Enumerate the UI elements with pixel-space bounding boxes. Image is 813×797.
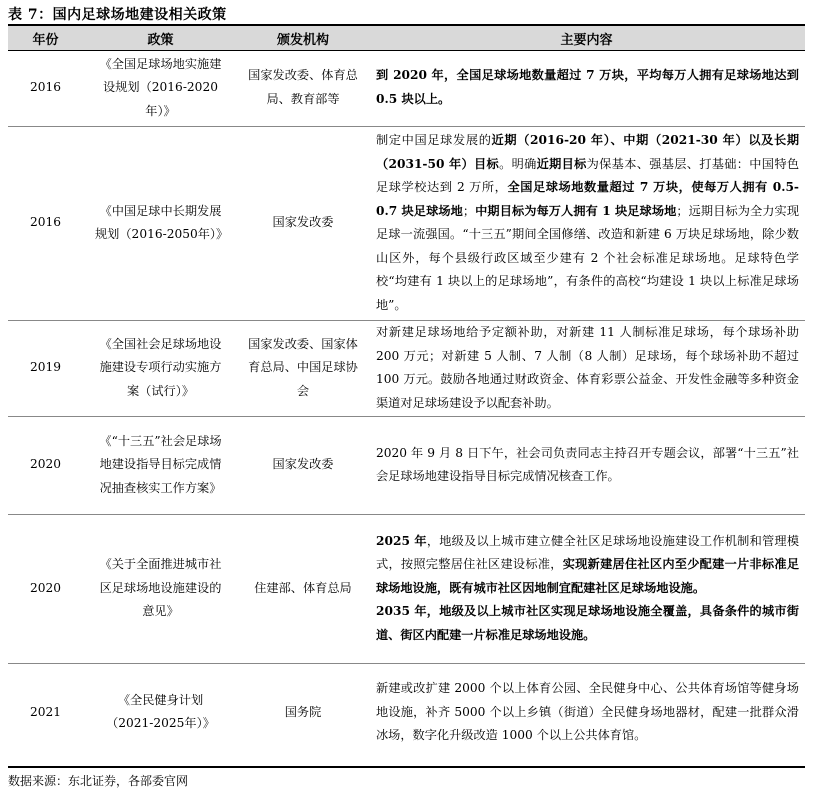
policy-cell: 《关于全面推进城市社区足球场地设施建设的意见》 — [83, 514, 238, 663]
agency-cell: 国家发改委、体育总局、教育部等 — [238, 50, 368, 126]
table-row — [8, 50, 805, 126]
content-cell — [368, 126, 805, 320]
year-cell: 2016 — [8, 126, 83, 320]
agency-cell: 国家发改委 — [238, 416, 368, 514]
content-text: ； — [462, 203, 476, 218]
year-cell: 2016 — [8, 50, 83, 126]
content-bold-text: 到 2020 年，全国足球场地数量超过 7 万块，平均每万人拥有足球场地达到 0.5 块以上。 — [376, 68, 799, 106]
content-bold-text: 2025 年 — [376, 533, 427, 548]
header-content: 主要内容 — [368, 26, 805, 50]
table-row — [8, 663, 805, 761]
content-cell — [368, 416, 805, 514]
content-text: 。明确 — [499, 156, 537, 171]
policy-cell: 《全国足球场地实施建设规划（2016-2020年）》 — [83, 50, 238, 126]
table-row — [8, 416, 805, 514]
year-cell: 2020 — [8, 514, 83, 663]
table-row — [8, 126, 805, 320]
policy-cell: 《全国社会足球场地设施建设专项行动实施方案（试行）》 — [83, 320, 238, 416]
policy-cell: 《全民健身计划（2021-2025年）》 — [106, 692, 215, 731]
year-cell: 2019 — [8, 320, 83, 416]
header-agency: 颁发机构 — [238, 26, 368, 50]
policy-cell: 《“十三五”社会足球场地建设指导目标完成情况抽查核实工作方案》 — [83, 416, 238, 514]
content-cell — [368, 320, 805, 416]
header-year: 年份 — [8, 26, 83, 50]
table-body — [8, 50, 805, 761]
content-text: 新建或改扩建 2000 个以上体育公园、全民健身中心、公共体育场馆等健身场地设施，补齐 5000 个以上乡镇（街道）全民健身场地器材，配建一批群众滑冰场，数字化升级改造 1000 个以上公共体育馆。 — [376, 681, 799, 742]
content-bold-text: 2035 年，地级及以上城市社区实现足球场地设施全覆盖，具备条件的城市街道、街区内配建一片标准足球场地设施。 — [376, 604, 799, 642]
content-cell — [368, 663, 805, 761]
agency-cell: 国务院 — [284, 704, 322, 719]
content-text: ；远期目标为全力实现足球一流强国。“十三五”期间全国修缮、改造和新建 6 万块足球场地，除少数山区外，每个县级行政区域至少建有 2 个社会标准足球场地。足球特色学校“均建有 1 块以上的足球场地”，有条件的高校“均建设 1 块以上标准足球场地”。 — [376, 203, 800, 312]
content-text: 2020 年 9 月 8 日下午，社会司负责同志主持召开专题会议，部署“十三五”社会足球场地建设指导目标完成情况核查工作。 — [376, 445, 799, 483]
bottom-rule — [8, 766, 805, 768]
content-text: 制定中国足球发展的 — [376, 133, 492, 147]
source-note: 数据来源：东北证券，各部委官网 — [8, 774, 189, 788]
content-bold-text: 近期目标 — [536, 156, 587, 171]
year-cell: 2020 — [8, 416, 83, 514]
content-bold-text: 实现新建居住社区内至少配建一片非标准足球场地设施，既有城市社区因地制宜配建社区足球场地设施。 — [376, 557, 800, 595]
agency-cell: 住建部、体育总局 — [238, 514, 368, 663]
policy-cell: 《中国足球中长期发展规划（2016-2050年）》 — [83, 126, 238, 320]
content-bold-text: 近期（2016-20 年）、中期（2021-30 年）以及长期（2031-50 年）目标 — [376, 133, 800, 171]
content-text: ，地级及以上城市建立健全社区足球场地设施建设工作机制和管理模式，按照完整居住社区建设标准， — [376, 533, 800, 572]
table-title: 表 7：国内足球场地建设相关政策 — [8, 7, 227, 23]
content-text: 为保基本、强基层、打基础：中国特色足球学校达到 2 万所， — [376, 156, 800, 194]
header-row — [8, 26, 805, 50]
content-text: 对新建足球场地给予定额补助，对新建 11 人制标准足球场，每个球场补助 200 万元；对新建 5 人制、7 人制（8 人制）足球场，每个球场补助不超过 100 万元。鼓励各地通过财政资金、体育彩票公益金、开发性金融等多种资金渠道对足球场建设予以配套补助。 — [376, 325, 799, 410]
policy-table — [8, 26, 805, 761]
header-policy: 政策 — [83, 26, 238, 50]
agency-cell: 国家发改委、国家体育总局、中国足球协会 — [238, 320, 368, 416]
content-cell — [368, 514, 805, 663]
year-cell: 2021 — [29, 704, 62, 719]
content-bold-text: 中期目标为每万人拥有 1 块足球场地 — [475, 203, 677, 218]
agency-cell: 国家发改委 — [238, 126, 368, 320]
content-bold-text: 全国足球场地数量超过 7 万块，使每万人拥有 0.5-0.7 块足球场地 — [376, 180, 799, 218]
content-cell — [368, 50, 805, 126]
header-rule — [8, 50, 805, 51]
table-row — [8, 514, 805, 663]
table-row — [8, 320, 805, 416]
